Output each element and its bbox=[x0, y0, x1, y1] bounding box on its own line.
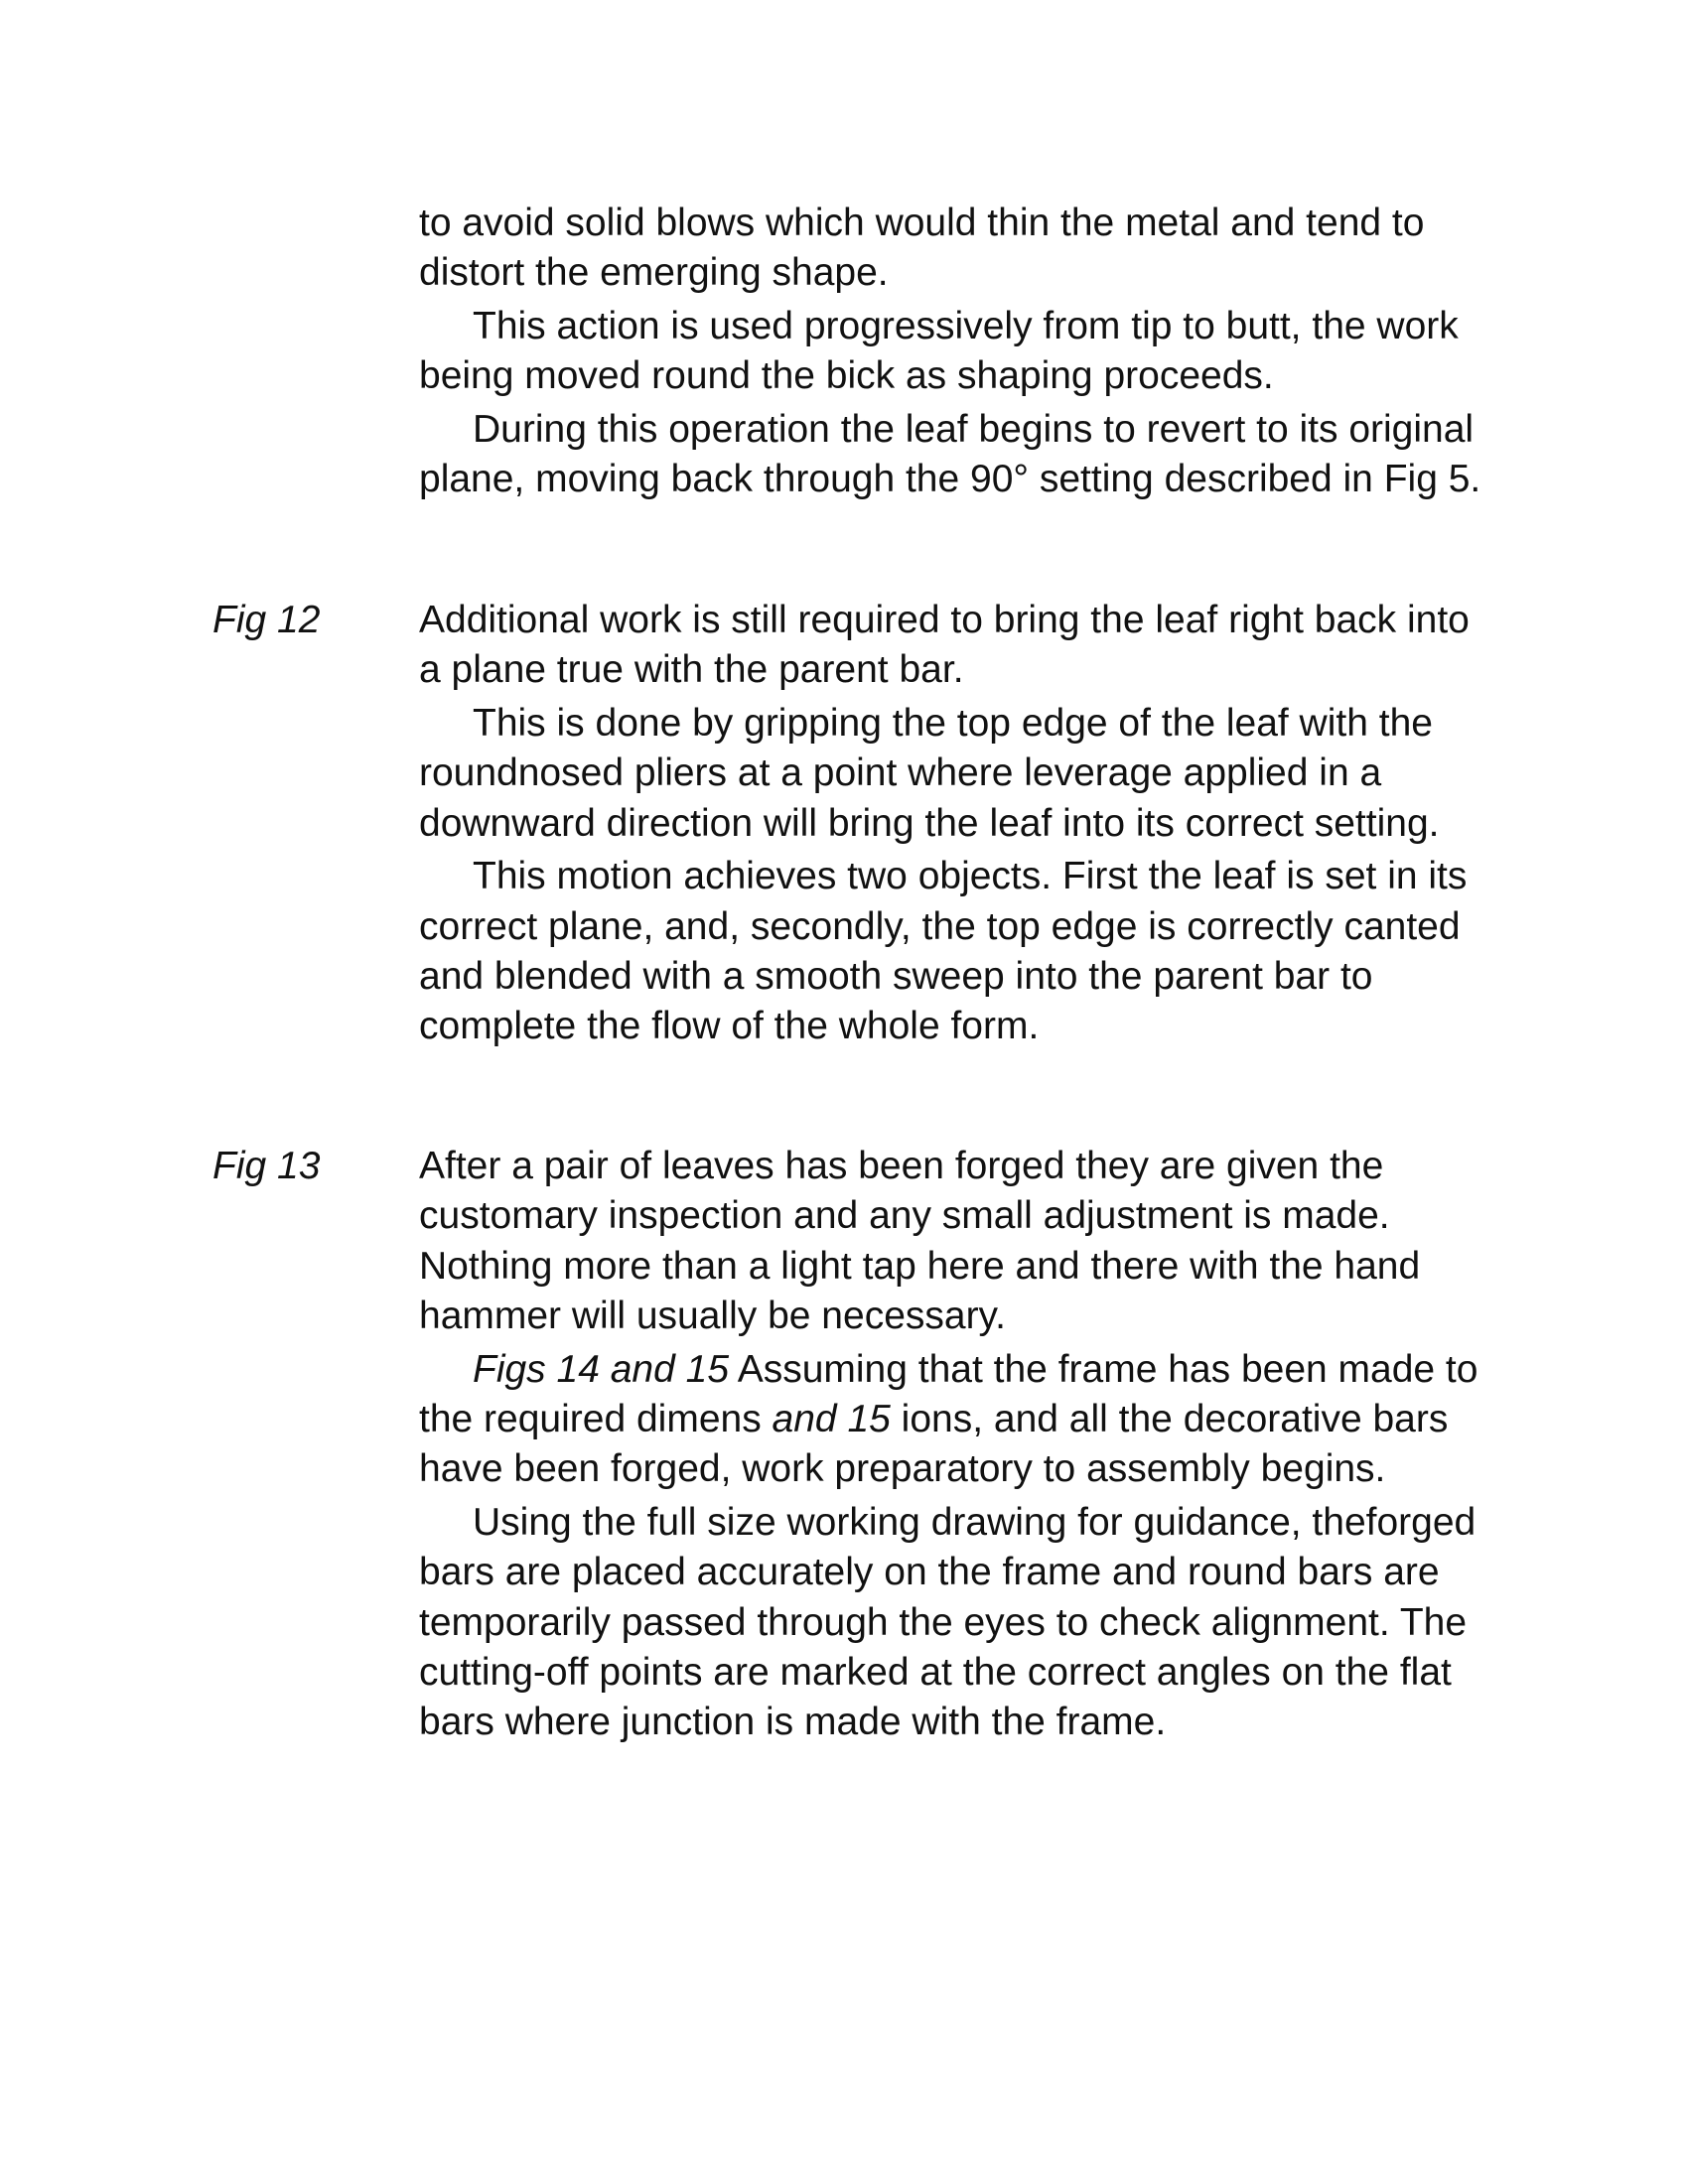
text-block-intro bbox=[419, 199, 1489, 508]
paragraph bbox=[419, 1345, 1489, 1495]
paragraph: This motion achieves two objects. First the leaf is set in its correct plane, and, secondly, the top edge is correctly canted and blended with a smooth sweep into the parent bar to complete the flow of the whole form. bbox=[419, 855, 1468, 1048]
paragraph: This is done by gripping the top edge of the leaf with the roundnosed pliers at a point where leverage applied in a downward direction will bring the leaf into its correct setting. bbox=[419, 702, 1440, 845]
paragraph: to avoid solid blows which would thin the metal and tend to distort the emerging shape. bbox=[419, 202, 1425, 295]
paragraph-text: Assuming that the frame has been made to the required dimens bbox=[419, 1347, 1478, 1440]
paragraph: During this operation the leaf begins to revert to its original plane, moving back through the 90° setting described in Fig 5. bbox=[419, 408, 1481, 501]
paragraph-text: ions, and all the decorative bars have been forged, work preparatory to assembly begins. bbox=[419, 1397, 1449, 1491]
paragraph: Additional work is still required to bring the leaf right back into a plane true with the parent bar. bbox=[419, 599, 1470, 692]
text-block-fig-13 bbox=[419, 1142, 1489, 1751]
figure-label-fig-13: Fig 13 bbox=[212, 1145, 321, 1187]
paragraph: Using the full size working drawing for guidance, theforged bars are placed accurately on the frame and round bars are temporarily passed through the eyes to check alignment. The cutting-off points are marked at the correct angles on the flat bars where junction is made with the frame. bbox=[419, 1501, 1477, 1744]
figure-label-fig-12: Fig 12 bbox=[212, 599, 321, 641]
italic-fragment: and 15 bbox=[772, 1397, 891, 1440]
figure-reference: Figs 14 and 15 bbox=[473, 1347, 730, 1391]
paragraph: This action is used progressively from tip to butt, the work being moved round the bick as shaping proceeds. bbox=[419, 305, 1459, 398]
paragraph: After a pair of leaves has been forged they are given the customary inspection and any small adjustment is made. Nothing more than a light tap here and there with the hand hammer will usually be necessary. bbox=[419, 1145, 1421, 1337]
text-block-fig-12 bbox=[419, 596, 1489, 1055]
